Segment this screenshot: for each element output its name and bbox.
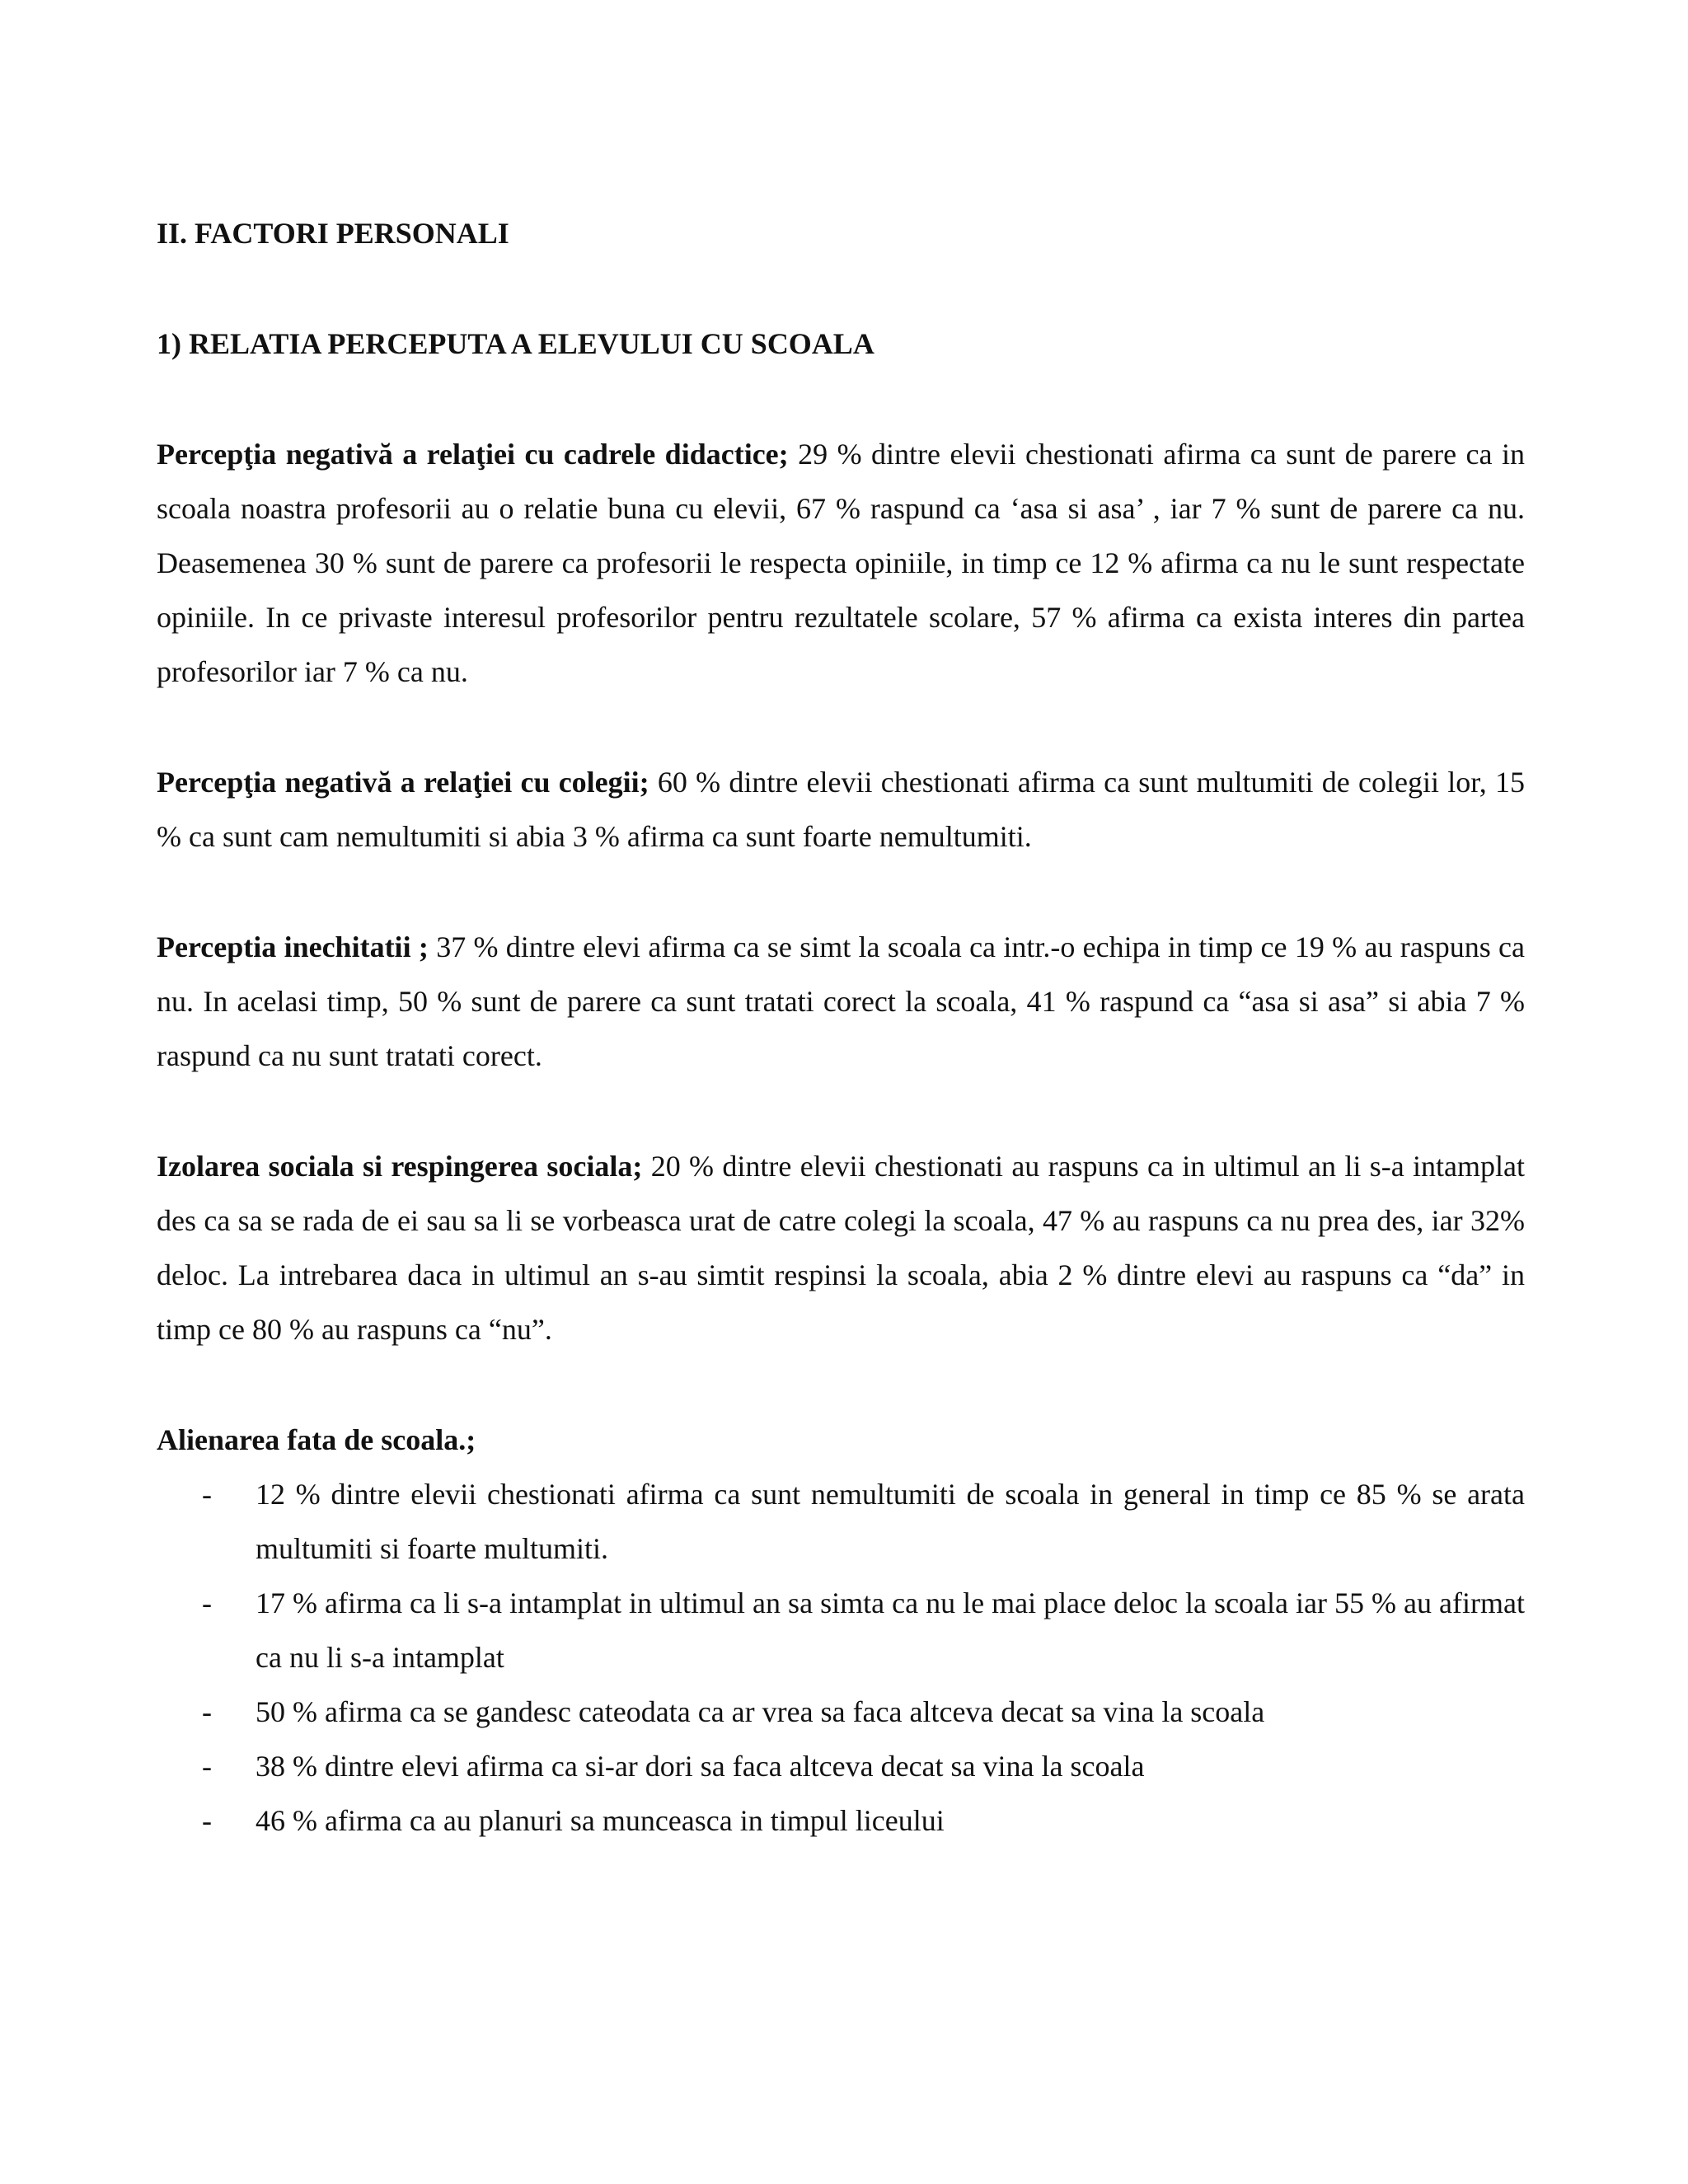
paragraph-lead: Izolarea sociala si respingerea sociala; xyxy=(157,1150,643,1183)
paragraph-colleagues xyxy=(157,755,1525,864)
section-heading: 1) RELATIA PERCEPUTA A ELEVULUI CU SCOALA xyxy=(157,327,874,360)
list-item-text: 38 % dintre elevi afirma ca si-ar dori sa faca altceva decat sa vina la scoala xyxy=(256,1750,1145,1783)
alienation-title: Alienarea fata de scoala.; xyxy=(157,1423,476,1456)
alienation-list xyxy=(157,1467,1525,1848)
bullet-dash: - xyxy=(202,1695,212,1728)
bullet-dash: - xyxy=(202,1478,212,1511)
paragraph-text: 60 % dintre elevii chestionati afirma ca sunt multumiti de colegii lor, 15 % ca sunt cam nemultumiti si abia 3 % afirma ca sunt foarte nemultumiti. xyxy=(157,766,1525,853)
list-item-text: 46 % afirma ca au planuri sa munceasca in timpul liceului xyxy=(256,1804,945,1837)
paragraph-text: 37 % dintre elevi afirma ca se simt la scoala ca intr.-o echipa in timp ce 19 % au raspuns ca nu. In acelasi timp, 50 % sunt de parere ca sunt tratati corect la scoala, 41 % raspund ca “asa si asa” si abia 7 % raspund ca nu sunt tratati corect. xyxy=(157,930,1525,1072)
bullet-dash: - xyxy=(202,1750,212,1783)
paragraph-text: 20 % dintre elevii chestionati au raspuns ca in ultimul an li s-a intamplat des ca sa se rada de ei sau sa li se vorbeasca urat de catre colegi la scoala, 47 % au raspuns ca nu prea des, iar 32% deloc. La intrebarea daca in ultimul an s-au simtit respinsi la scoala, abia 2 % dintre elevi au raspuns ca “da” in timp ce 80 % au raspuns ca “nu”. xyxy=(157,1150,1525,1346)
list-item-text: 12 % dintre elevii chestionati afirma ca sunt nemultumiti de scoala in general in timp ce 85 % se arata multumiti si foarte multumiti. xyxy=(256,1478,1525,1565)
bullet-dash: - xyxy=(202,1804,212,1837)
paragraph-text: 29 % dintre elevii chestionati afirma ca sunt de parere ca in scoala noastra profesorii au o relatie buna cu elevii, 67 % raspund ca ‘asa si asa’ , iar 7 % sunt de parere ca nu. Deasemenea 30 % sunt de parere ca profesorii le respecta opiniile, in timp ce 12 % afirma ca nu le sunt respectate opiniile. In ce privaste interesul profesorilor pentru rezultatele scolare, 57 % afirma ca exista interes din partea profesorilor iar 7 % ca nu. xyxy=(157,438,1525,688)
list-item xyxy=(157,1685,1525,1739)
list-item xyxy=(157,1739,1525,1793)
bullet-dash: - xyxy=(202,1586,212,1619)
paragraph-lead: Percepţia negativă a relaţiei cu cadrele didactice; xyxy=(157,438,789,471)
list-item-text: 17 % afirma ca li s-a intamplat in ultimul an sa simta ca nu le mai place deloc la scoala iar 55 % au afirmat ca nu li s-a intamplat xyxy=(256,1586,1525,1674)
paragraph-lead: Perceptia inechitatii ; xyxy=(157,930,429,963)
list-item-text: 50 % afirma ca se gandesc cateodata ca ar vrea sa faca altceva decat sa vina la scoala xyxy=(256,1695,1265,1728)
paragraph-lead: Percepţia negativă a relaţiei cu colegii; xyxy=(157,766,649,799)
paragraph-isolation xyxy=(157,1139,1525,1357)
list-item xyxy=(157,1576,1525,1685)
list-item xyxy=(157,1467,1525,1576)
paragraph-teachers xyxy=(157,427,1525,699)
paragraph-inequity xyxy=(157,920,1525,1083)
main-heading: II. FACTORI PERSONALI xyxy=(157,217,509,250)
document-body xyxy=(157,206,1525,1848)
list-item xyxy=(157,1793,1525,1848)
